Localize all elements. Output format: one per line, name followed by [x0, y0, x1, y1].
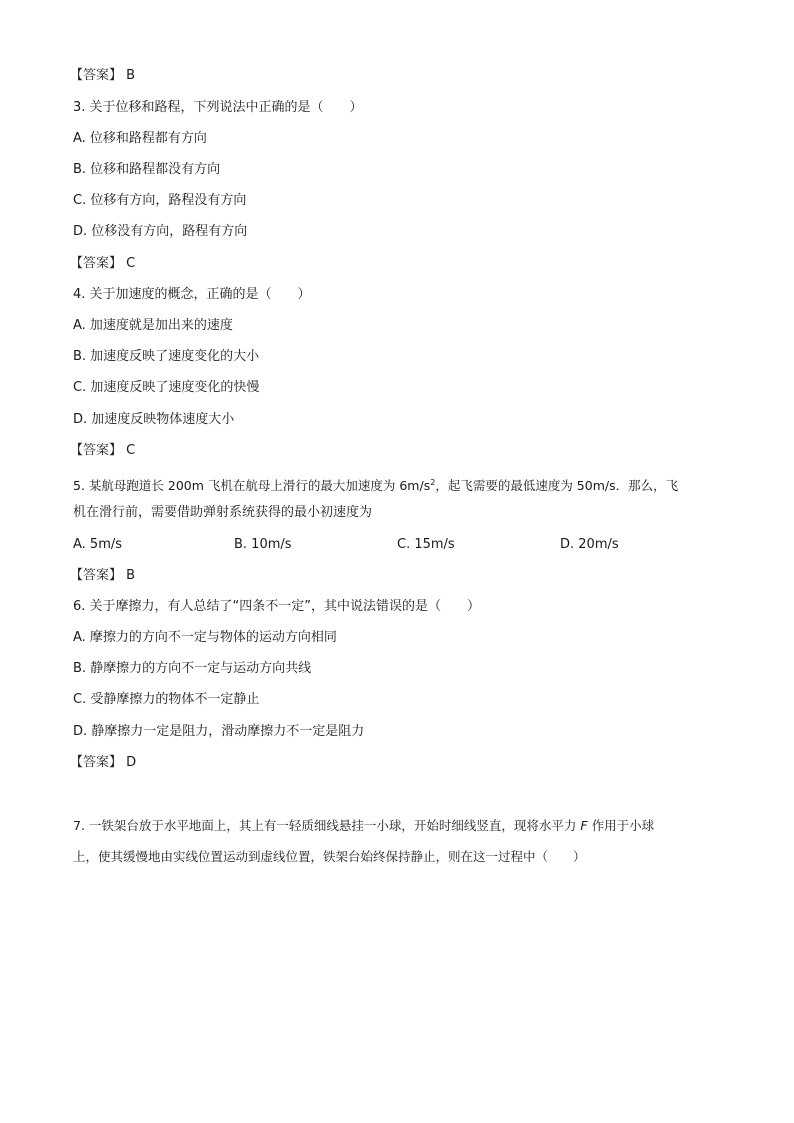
answer-value: C	[126, 443, 136, 458]
answer-line-3	[70, 256, 135, 272]
answer-tag: 【答案】	[70, 568, 123, 583]
superscript: 2	[430, 478, 436, 487]
question-5-option-d: D. 20m/s	[560, 537, 619, 552]
question-3-option-d: D. 位移没有方向，路程有方向	[73, 224, 248, 239]
question-7-stem-part-2: 作用于小球	[591, 818, 655, 833]
question-7-stem-part-1: 7. 一铁架台放于水平地面上，其上有一轻质细线悬挂一小球，开始时细线竖直，现将水平力	[73, 818, 577, 833]
answer-value: B	[126, 68, 136, 83]
answer-line-6	[70, 755, 136, 771]
question-3-option-a: A. 位移和路程都有方向	[73, 131, 207, 146]
question-6-stem: 6. 关于摩擦力，有人总结了“四条不一定”，其中说法错误的是（ ）	[73, 599, 481, 614]
question-4-option-b: B. 加速度反映了速度变化的大小	[73, 349, 260, 364]
question-5-stem-part-1: 5. 某航母跑道长 200m 飞机在航母上滑行的最大加速度为 6m/s	[73, 478, 431, 493]
answer-line-2	[70, 68, 135, 84]
force-variable: F	[580, 818, 588, 833]
question-5-option-b: B. 10m/s	[234, 537, 292, 552]
question-5-option-a: A. 5m/s	[73, 537, 123, 552]
answer-value: C	[126, 256, 136, 271]
question-5-stem-part-2: ，起飞需要的最低速度为 50m/s．那么，飞	[435, 478, 679, 493]
question-5-stem-line-2: 机在滑行前，需要借助弹射系统获得的最小初速度为	[73, 505, 373, 520]
question-4-stem: 4. 关于加速度的概念，正确的是（ ）	[73, 287, 311, 302]
answer-value: B	[126, 568, 136, 583]
answer-line-4	[70, 443, 135, 459]
question-5-stem-line-1	[73, 475, 678, 494]
answer-line-5	[70, 568, 135, 584]
question-4-option-d: D. 加速度反映物体速度大小	[73, 412, 235, 427]
question-4-option-a: A. 加速度就是加出来的速度	[73, 318, 233, 333]
answer-tag: 【答案】	[70, 256, 123, 271]
question-6-option-d: D. 静摩擦力一定是阻力，滑动摩擦力不一定是阻力	[73, 724, 365, 739]
question-3-stem: 3. 关于位移和路程，下列说法中正确的是（ ）	[73, 100, 363, 115]
question-6-option-b: B. 静摩擦力的方向不一定与运动方向共线	[73, 661, 312, 676]
answer-tag: 【答案】	[70, 443, 123, 458]
question-3-option-b: B. 位移和路程都没有方向	[73, 162, 221, 177]
question-7-stem-line-2: 上，使其缓慢地由实线位置运动到虚线位置，铁架台始终保持静止，则在这一过程中（ ）	[73, 849, 586, 864]
question-7-stem-line-1	[73, 818, 654, 834]
question-6-option-a: A. 摩擦力的方向不一定与物体的运动方向相同	[73, 630, 337, 645]
answer-value: D	[126, 755, 137, 770]
question-4-option-c: C. 加速度反映了速度变化的快慢	[73, 380, 260, 395]
question-3-option-c: C. 位移有方向，路程没有方向	[73, 193, 247, 208]
question-5-option-c: C. 15m/s	[397, 537, 455, 552]
question-6-option-c: C. 受静摩擦力的物体不一定静止	[73, 692, 260, 707]
answer-tag: 【答案】	[70, 755, 123, 770]
answer-tag: 【答案】	[70, 68, 123, 83]
